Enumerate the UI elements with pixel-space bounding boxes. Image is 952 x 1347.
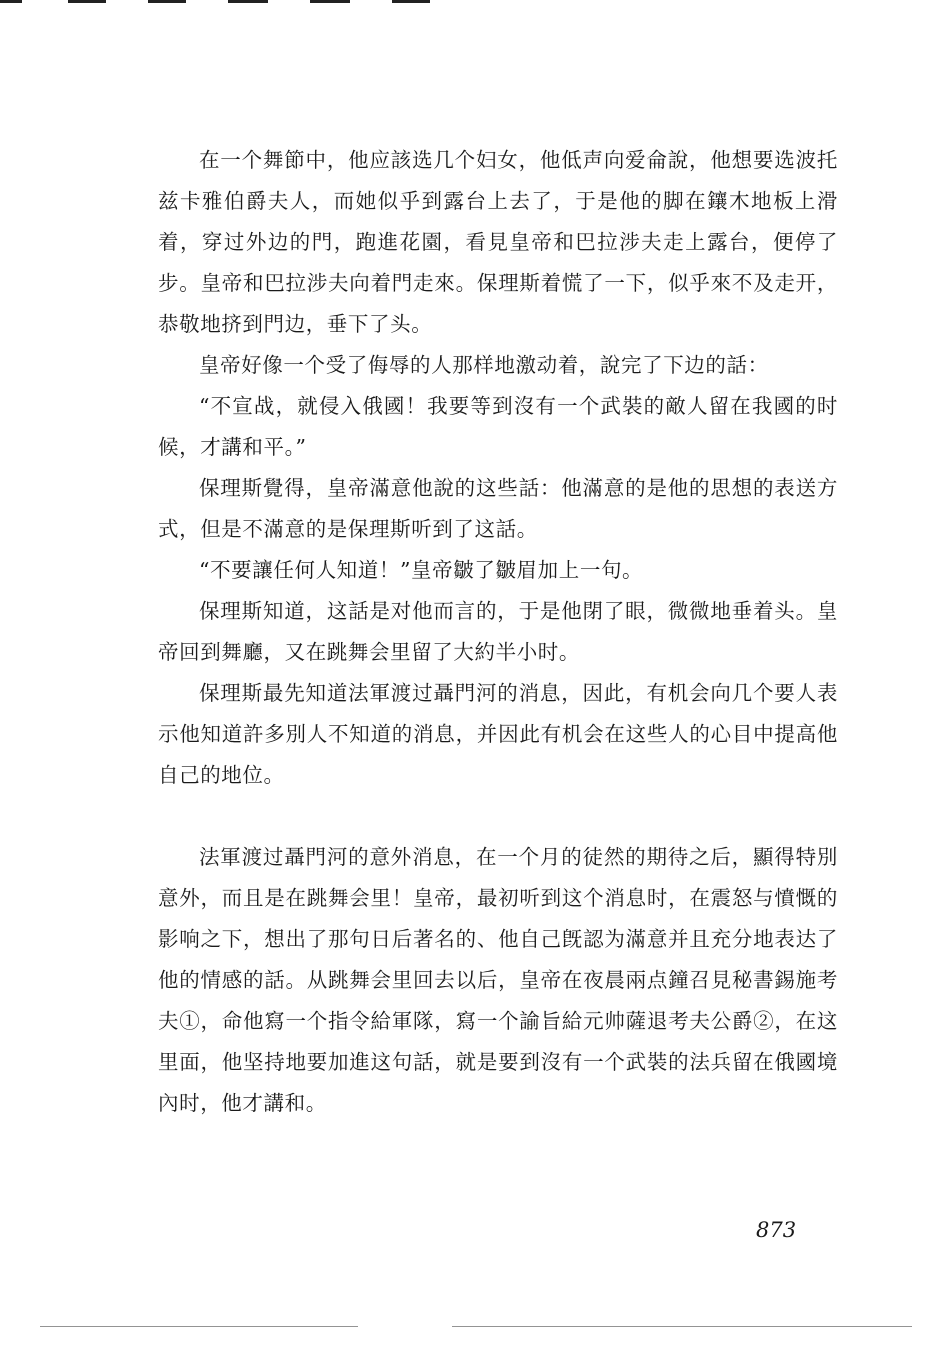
bottom-rule-right xyxy=(452,1326,912,1327)
paragraph-4: 保理斯覺得，皇帝滿意他說的这些話：他滿意的是他的思想的表送方式，但是不滿意的是保理斯听到了这話。 xyxy=(158,476,838,541)
paragraph-8: 法軍渡过聶門河的意外消息，在一个月的徒然的期待之后，顯得特別意外，而且是在跳舞会里！皇帝，最初听到这个消息时，在震怒与憤慨的影响之下，想出了那句日后著名的、他自己旣認为滿意并且充分地表达了他的情感的話。从跳舞会里回去以后，皇帝在夜晨兩点鐘召見秘書錫施考夫①，命他寫一个指令給軍隊，寫一个諭旨給元帅薩退考夫公爵②，在这里面，他坚持地要加進这句話，就是要到沒有一个武裝的法兵留在俄國境內时，他才講和。 xyxy=(158,845,838,1115)
bottom-rule-left xyxy=(40,1326,358,1327)
top-rule-4 xyxy=(228,0,268,3)
top-rule-2 xyxy=(68,0,106,3)
paragraph-1: 在一个舞節中，他应該选几个妇女，他低声向爱侖說，他想要选波托兹卡雅伯爵夫人，而她似乎到露台上去了，于是他的脚在鑲木地板上滑着，穿过外边的門，跑進花園，看見皇帝和巴拉涉夫走上露台，便停了步。皇帝和巴拉涉夫向着門走來。保理斯着慌了一下，似乎來不及走开，恭敬地挤到門边，垂下了头。 xyxy=(158,148,838,336)
paragraph-2: 皇帝好像一个受了侮辱的人那样地激动着，說完了下边的話： xyxy=(199,353,769,377)
paragraph-7: 保理斯最先知道法軍渡过聶門河的消息，因此，有机会向几个要人表示他知道許多別人不知道的消息，并因此有机会在这些人的心目中提高他自己的地位。 xyxy=(158,681,838,787)
top-rule-5 xyxy=(310,0,350,3)
page-body xyxy=(158,140,838,1124)
paragraph-5: “不要讓任何人知道！”皇帝皺了皺眉加上一句。 xyxy=(199,558,644,582)
paragraph-6: 保理斯知道，这話是对他而言的，于是他閉了眼，微微地垂着头。皇帝回到舞廳，又在跳舞会里留了大約半小时。 xyxy=(158,599,838,664)
top-rule-1 xyxy=(0,0,22,3)
top-rule-6 xyxy=(392,0,430,3)
top-rule-3 xyxy=(148,0,186,3)
paragraph-3: “不宣战，就侵入俄國！我要等到沒有一个武裝的敵人留在我國的时候，才講和平。” xyxy=(158,394,838,459)
section-gap xyxy=(158,796,838,837)
page-number: 873 xyxy=(756,1218,797,1242)
